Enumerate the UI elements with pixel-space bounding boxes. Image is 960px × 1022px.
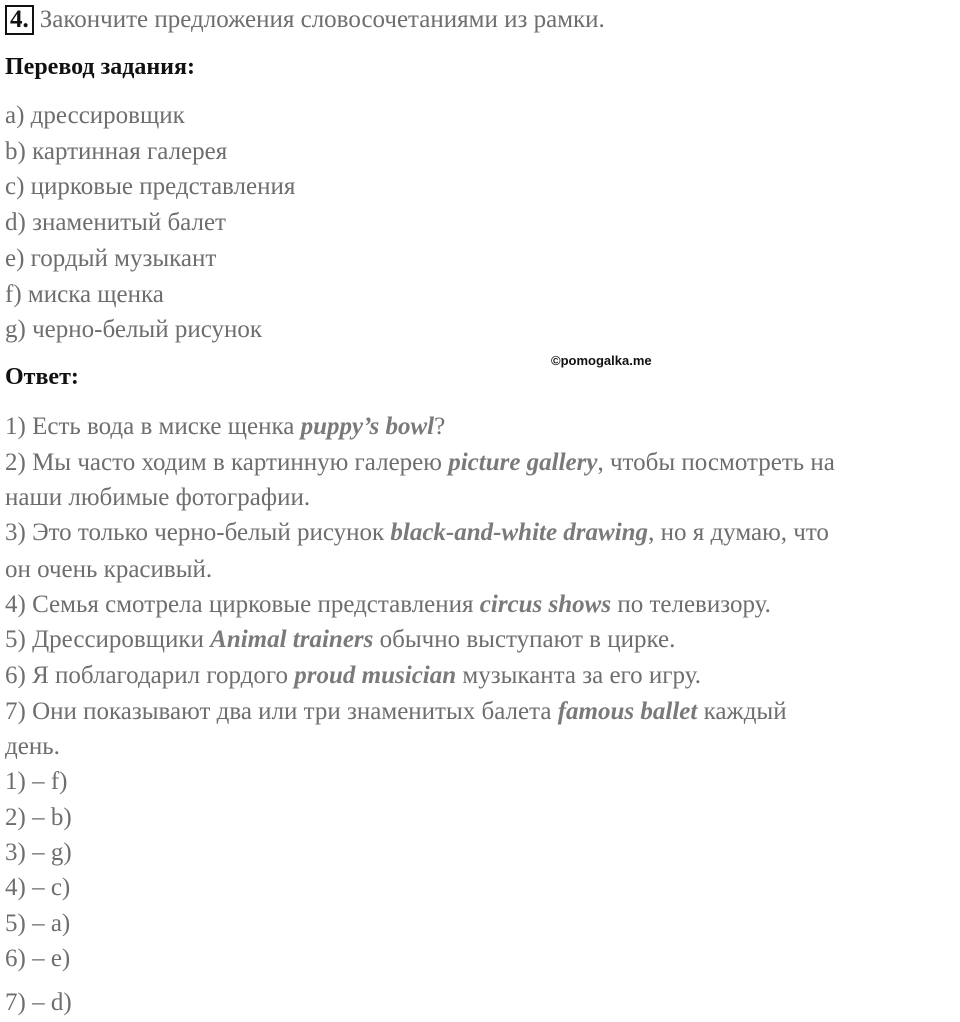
translation-item-c: c) цирковые представления xyxy=(5,173,296,200)
answer-phrase: proud musician xyxy=(294,662,457,689)
translation-item-e: e) гордый музыкант xyxy=(5,245,217,272)
sentence-text: 5) Дрессировщики xyxy=(5,626,211,653)
sentence-text: ? xyxy=(434,413,446,440)
answer-phrase: black-and-white drawing xyxy=(390,519,649,546)
translation-item-f: f) миска щенка xyxy=(5,281,164,308)
answer-phrase: picture gallery xyxy=(448,449,598,476)
sentence-text: обычно выступают в цирке. xyxy=(373,626,676,653)
answer-sentence-6 xyxy=(5,661,701,691)
match-5: 5) – a) xyxy=(5,910,71,937)
answer-phrase: puppy’s bowl xyxy=(300,413,435,440)
watermark: ©pomogalka.me xyxy=(551,353,652,368)
translation-item-a: a) дрессировщик xyxy=(5,102,185,129)
sentence-text: по телевизору. xyxy=(611,591,771,618)
answer-phrase: Animal trainers xyxy=(210,626,374,653)
sentence-text: , чтобы посмотреть на xyxy=(597,449,835,476)
match-3: 3) – g) xyxy=(5,839,72,866)
answer-phrase: famous ballet xyxy=(557,698,698,725)
answer-sentence-2 xyxy=(5,448,835,478)
match-1: 1) – f) xyxy=(5,768,68,795)
answer-sentence-4 xyxy=(5,590,771,620)
translation-item-g: g) черно-белый рисунок xyxy=(5,316,263,343)
task-instruction: Закончите предложения словосочетаниями из рамки. xyxy=(39,6,605,33)
answer-sentence-3 xyxy=(5,518,829,548)
translation-item-b: b) картинная галерея xyxy=(5,138,228,165)
sentence-text: 1) Есть вода в миске щенка xyxy=(5,413,301,440)
answer-phrase: circus shows xyxy=(479,591,612,618)
answer-sentence-2-continued: наши любимые фотографии. xyxy=(5,484,311,511)
answer-sentence-3-continued: он очень красивый. xyxy=(5,556,213,583)
task-number-box: 4. xyxy=(5,5,34,35)
match-6: 6) – e) xyxy=(5,945,71,972)
translation-heading: Перевод задания: xyxy=(5,54,195,80)
sentence-text: 4) Семья смотрела цирковые представления xyxy=(5,591,480,618)
answer-sentence-7 xyxy=(5,697,787,727)
sentence-text: , но я думаю, что xyxy=(648,519,829,546)
sentence-text: 7) Они показывают два или три знаменитых балета xyxy=(5,698,558,725)
task-header xyxy=(5,4,605,36)
match-2: 2) – b) xyxy=(5,804,72,831)
answer-heading: Ответ: xyxy=(5,364,79,390)
sentence-text: музыканта за его игру. xyxy=(456,662,701,689)
match-4: 4) – c) xyxy=(5,874,71,901)
sentence-text: 6) Я поблагодарил гордого xyxy=(5,662,295,689)
match-7: 7) – d) xyxy=(5,989,72,1016)
answer-sentence-7-continued: день. xyxy=(5,733,60,760)
answer-sentence-5 xyxy=(5,625,675,655)
answer-sentence-1 xyxy=(5,412,445,442)
sentence-text: каждый xyxy=(697,698,787,725)
translation-item-d: d) знаменитый балет xyxy=(5,209,226,236)
sentence-text: 2) Мы часто ходим в картинную галерею xyxy=(5,449,449,476)
sentence-text: 3) Это только черно-белый рисунок xyxy=(5,519,391,546)
